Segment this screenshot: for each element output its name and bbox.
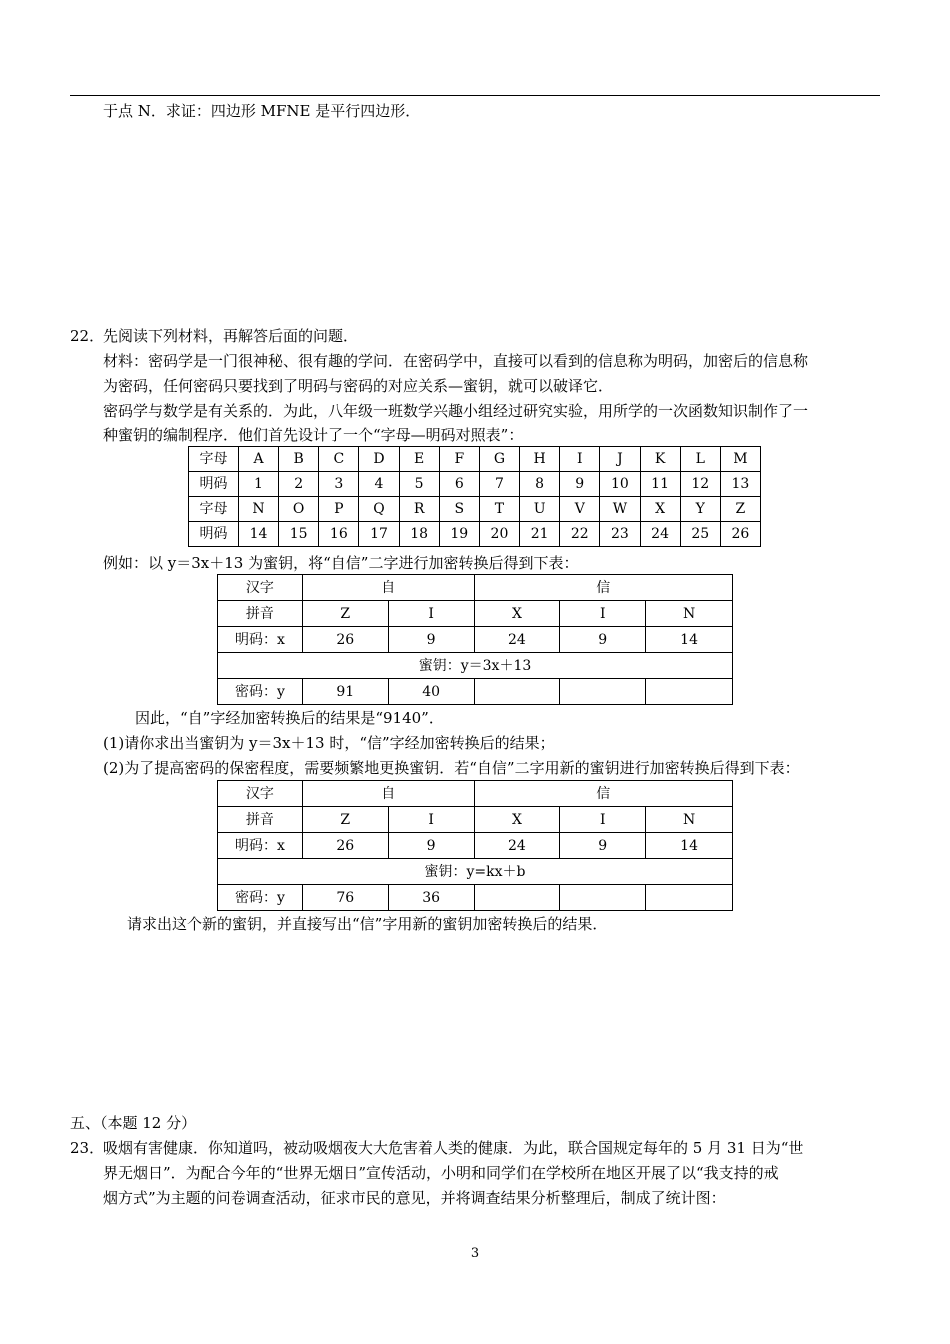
plain-cell: 24 — [474, 627, 560, 653]
cipher-cell — [646, 679, 733, 705]
cipher-cell — [646, 885, 733, 911]
row-header: 明码：x — [218, 627, 303, 653]
code-cell: 4 — [359, 472, 399, 497]
q23-line-1: 吸烟有害健康．你知道吗，被动吸烟夜大大危害着人类的健康．为此，联合国规定每年的 5 月 31 日为“世 — [103, 1139, 804, 1157]
letter-cell: I — [560, 447, 600, 472]
table-row — [218, 885, 733, 911]
code-cell: 16 — [319, 522, 359, 547]
letter-cell: N — [238, 497, 278, 522]
hanzi-cell: 自 — [302, 575, 474, 601]
code-cell: 6 — [439, 472, 479, 497]
row-header: 密码：y — [218, 885, 303, 911]
plain-cell: 9 — [388, 833, 474, 859]
letter-cell: X — [640, 497, 680, 522]
letter-cell: B — [279, 447, 319, 472]
code-cell: 8 — [520, 472, 560, 497]
pinyin-cell: Z — [302, 601, 388, 627]
table-row — [218, 859, 733, 885]
row-header: 字母 — [189, 447, 239, 472]
pinyin-cell: X — [474, 807, 560, 833]
code-cell: 1 — [238, 472, 278, 497]
code-cell: 20 — [479, 522, 519, 547]
key-row: 蜜钥：y=kx＋b — [218, 859, 733, 885]
table-row — [218, 627, 733, 653]
table-row — [218, 807, 733, 833]
code-cell: 14 — [238, 522, 278, 547]
letter-cell: A — [238, 447, 278, 472]
letter-cell: S — [439, 497, 479, 522]
key-row: 蜜钥：y＝3x＋13 — [218, 653, 733, 679]
q22-material-1b: 为密码，任何密码只要找到了明码与密码的对应关系—蜜钥，就可以破译它． — [103, 377, 614, 395]
plain-cell: 24 — [474, 833, 560, 859]
cipher-cell — [474, 679, 560, 705]
plain-cell: 14 — [646, 627, 733, 653]
section-heading: 五、（本题 12 分） — [70, 1114, 197, 1132]
encryption-table-1 — [217, 574, 733, 705]
plain-cell: 9 — [560, 833, 646, 859]
letter-cell: L — [680, 447, 720, 472]
row-header: 拼音 — [218, 601, 303, 627]
therefore-line: 因此，“自”字经加密转换后的结果是“9140”． — [135, 709, 444, 727]
letter-cell: Y — [680, 497, 720, 522]
code-cell: 2 — [279, 472, 319, 497]
row-header: 汉字 — [218, 781, 303, 807]
q23-number: 23． — [70, 1139, 105, 1157]
plain-cell: 9 — [560, 627, 646, 653]
header-rule — [70, 95, 880, 96]
table-row — [218, 575, 733, 601]
letter-cell: E — [399, 447, 439, 472]
plain-cell: 26 — [302, 833, 388, 859]
pinyin-cell: N — [646, 807, 733, 833]
hanzi-cell: 信 — [474, 781, 732, 807]
cipher-cell: 40 — [388, 679, 474, 705]
pinyin-cell: X — [474, 601, 560, 627]
pinyin-cell: I — [560, 601, 646, 627]
code-cell: 22 — [560, 522, 600, 547]
code-cell: 11 — [640, 472, 680, 497]
code-cell: 19 — [439, 522, 479, 547]
q23-line-2: 界无烟日”．为配合今年的“世界无烟日”宣传活动，小明和同学们在学校所在地区开展了以“我支持的戒 — [103, 1164, 779, 1182]
q22-material-2a: 密码学与数学是有关系的．为此，八年级一班数学兴趣小组经过研究实验，用所学的一次函数知识制作了一 — [103, 402, 809, 420]
row-header: 字母 — [189, 497, 239, 522]
letter-cell: J — [600, 447, 640, 472]
code-cell: 26 — [720, 522, 760, 547]
cipher-cell — [474, 885, 560, 911]
row-header: 汉字 — [218, 575, 303, 601]
table-row — [189, 472, 761, 497]
table-row — [218, 833, 733, 859]
pinyin-cell: Z — [302, 807, 388, 833]
letter-cell: G — [479, 447, 519, 472]
q22-material-2b: 种蜜钥的编制程序．他们首先设计了一个“字母—明码对照表”： — [103, 426, 524, 444]
cipher-cell: 76 — [302, 885, 388, 911]
letter-cell: O — [279, 497, 319, 522]
plain-cell: 26 — [302, 627, 388, 653]
row-header: 明码 — [189, 522, 239, 547]
letter-cell: W — [600, 497, 640, 522]
page-number: 3 — [470, 1246, 480, 1261]
example-line: 例如：以 y＝3x＋13 为蜜钥，将“自信”二字进行加密转换后得到下表： — [103, 554, 579, 572]
hanzi-cell: 自 — [302, 781, 474, 807]
code-cell: 15 — [279, 522, 319, 547]
q23-line-3: 烟方式”为主题的问卷调查活动，征求市民的意见，并将调查结果分析整理后，制成了统计图： — [103, 1189, 726, 1207]
letter-cell: F — [439, 447, 479, 472]
code-cell: 23 — [600, 522, 640, 547]
code-cell: 24 — [640, 522, 680, 547]
table-row — [189, 447, 761, 472]
letter-cell: P — [319, 497, 359, 522]
code-cell: 10 — [600, 472, 640, 497]
table-row — [189, 522, 761, 547]
encryption-table-2 — [217, 780, 733, 911]
letter-cell: K — [640, 447, 680, 472]
pinyin-cell: I — [388, 601, 474, 627]
part-1: (1)请你求出当蜜钥为 y＝3x＋13 时，“信”字经加密转换后的结果； — [103, 734, 555, 752]
row-header: 明码 — [189, 472, 239, 497]
letter-cell: Z — [720, 497, 760, 522]
code-cell: 12 — [680, 472, 720, 497]
cipher-cell — [560, 885, 646, 911]
table-row — [218, 679, 733, 705]
table-row — [189, 497, 761, 522]
code-cell: 18 — [399, 522, 439, 547]
q22-number: 22． — [70, 327, 105, 345]
letter-cell: T — [479, 497, 519, 522]
pinyin-cell: I — [388, 807, 474, 833]
plain-cell: 9 — [388, 627, 474, 653]
code-cell: 13 — [720, 472, 760, 497]
ask-line: 请求出这个新的蜜钥，并直接写出“信”字用新的蜜钥加密转换后的结果． — [127, 915, 608, 933]
letter-cell: M — [720, 447, 760, 472]
cipher-cell: 36 — [388, 885, 474, 911]
plain-cell: 14 — [646, 833, 733, 859]
row-header: 明码：x — [218, 833, 303, 859]
letter-cell: H — [520, 447, 560, 472]
pinyin-cell: I — [560, 807, 646, 833]
letter-cell: R — [399, 497, 439, 522]
code-cell: 9 — [560, 472, 600, 497]
row-header: 拼音 — [218, 807, 303, 833]
code-cell: 17 — [359, 522, 399, 547]
letter-cell: C — [319, 447, 359, 472]
letter-cell: Q — [359, 497, 399, 522]
code-cell: 5 — [399, 472, 439, 497]
letter-cell: V — [560, 497, 600, 522]
code-cell: 25 — [680, 522, 720, 547]
code-cell: 3 — [319, 472, 359, 497]
table-row — [218, 653, 733, 679]
continuation-text: 于点 N．求证：四边形 MFNE 是平行四边形． — [103, 102, 421, 120]
pinyin-cell: N — [646, 601, 733, 627]
letter-code-table — [188, 446, 761, 547]
code-cell: 7 — [479, 472, 519, 497]
row-header: 密码：y — [218, 679, 303, 705]
table-row — [218, 601, 733, 627]
q22-intro: 先阅读下列材料，再解答后面的问题． — [103, 327, 359, 345]
part-2: (2)为了提高密码的保密程度，需要频繁地更换蜜钥．若“自信”二字用新的蜜钥进行加密转换后得到下表： — [103, 759, 800, 777]
cipher-cell — [560, 679, 646, 705]
code-cell: 21 — [520, 522, 560, 547]
table-row — [218, 781, 733, 807]
cipher-cell: 91 — [302, 679, 388, 705]
letter-cell: D — [359, 447, 399, 472]
letter-cell: U — [520, 497, 560, 522]
q22-material-1a: 材料：密码学是一门很神秘、很有趣的学问．在密码学中，直接可以看到的信息称为明码，加密后的信息称 — [103, 352, 809, 370]
hanzi-cell: 信 — [474, 575, 732, 601]
